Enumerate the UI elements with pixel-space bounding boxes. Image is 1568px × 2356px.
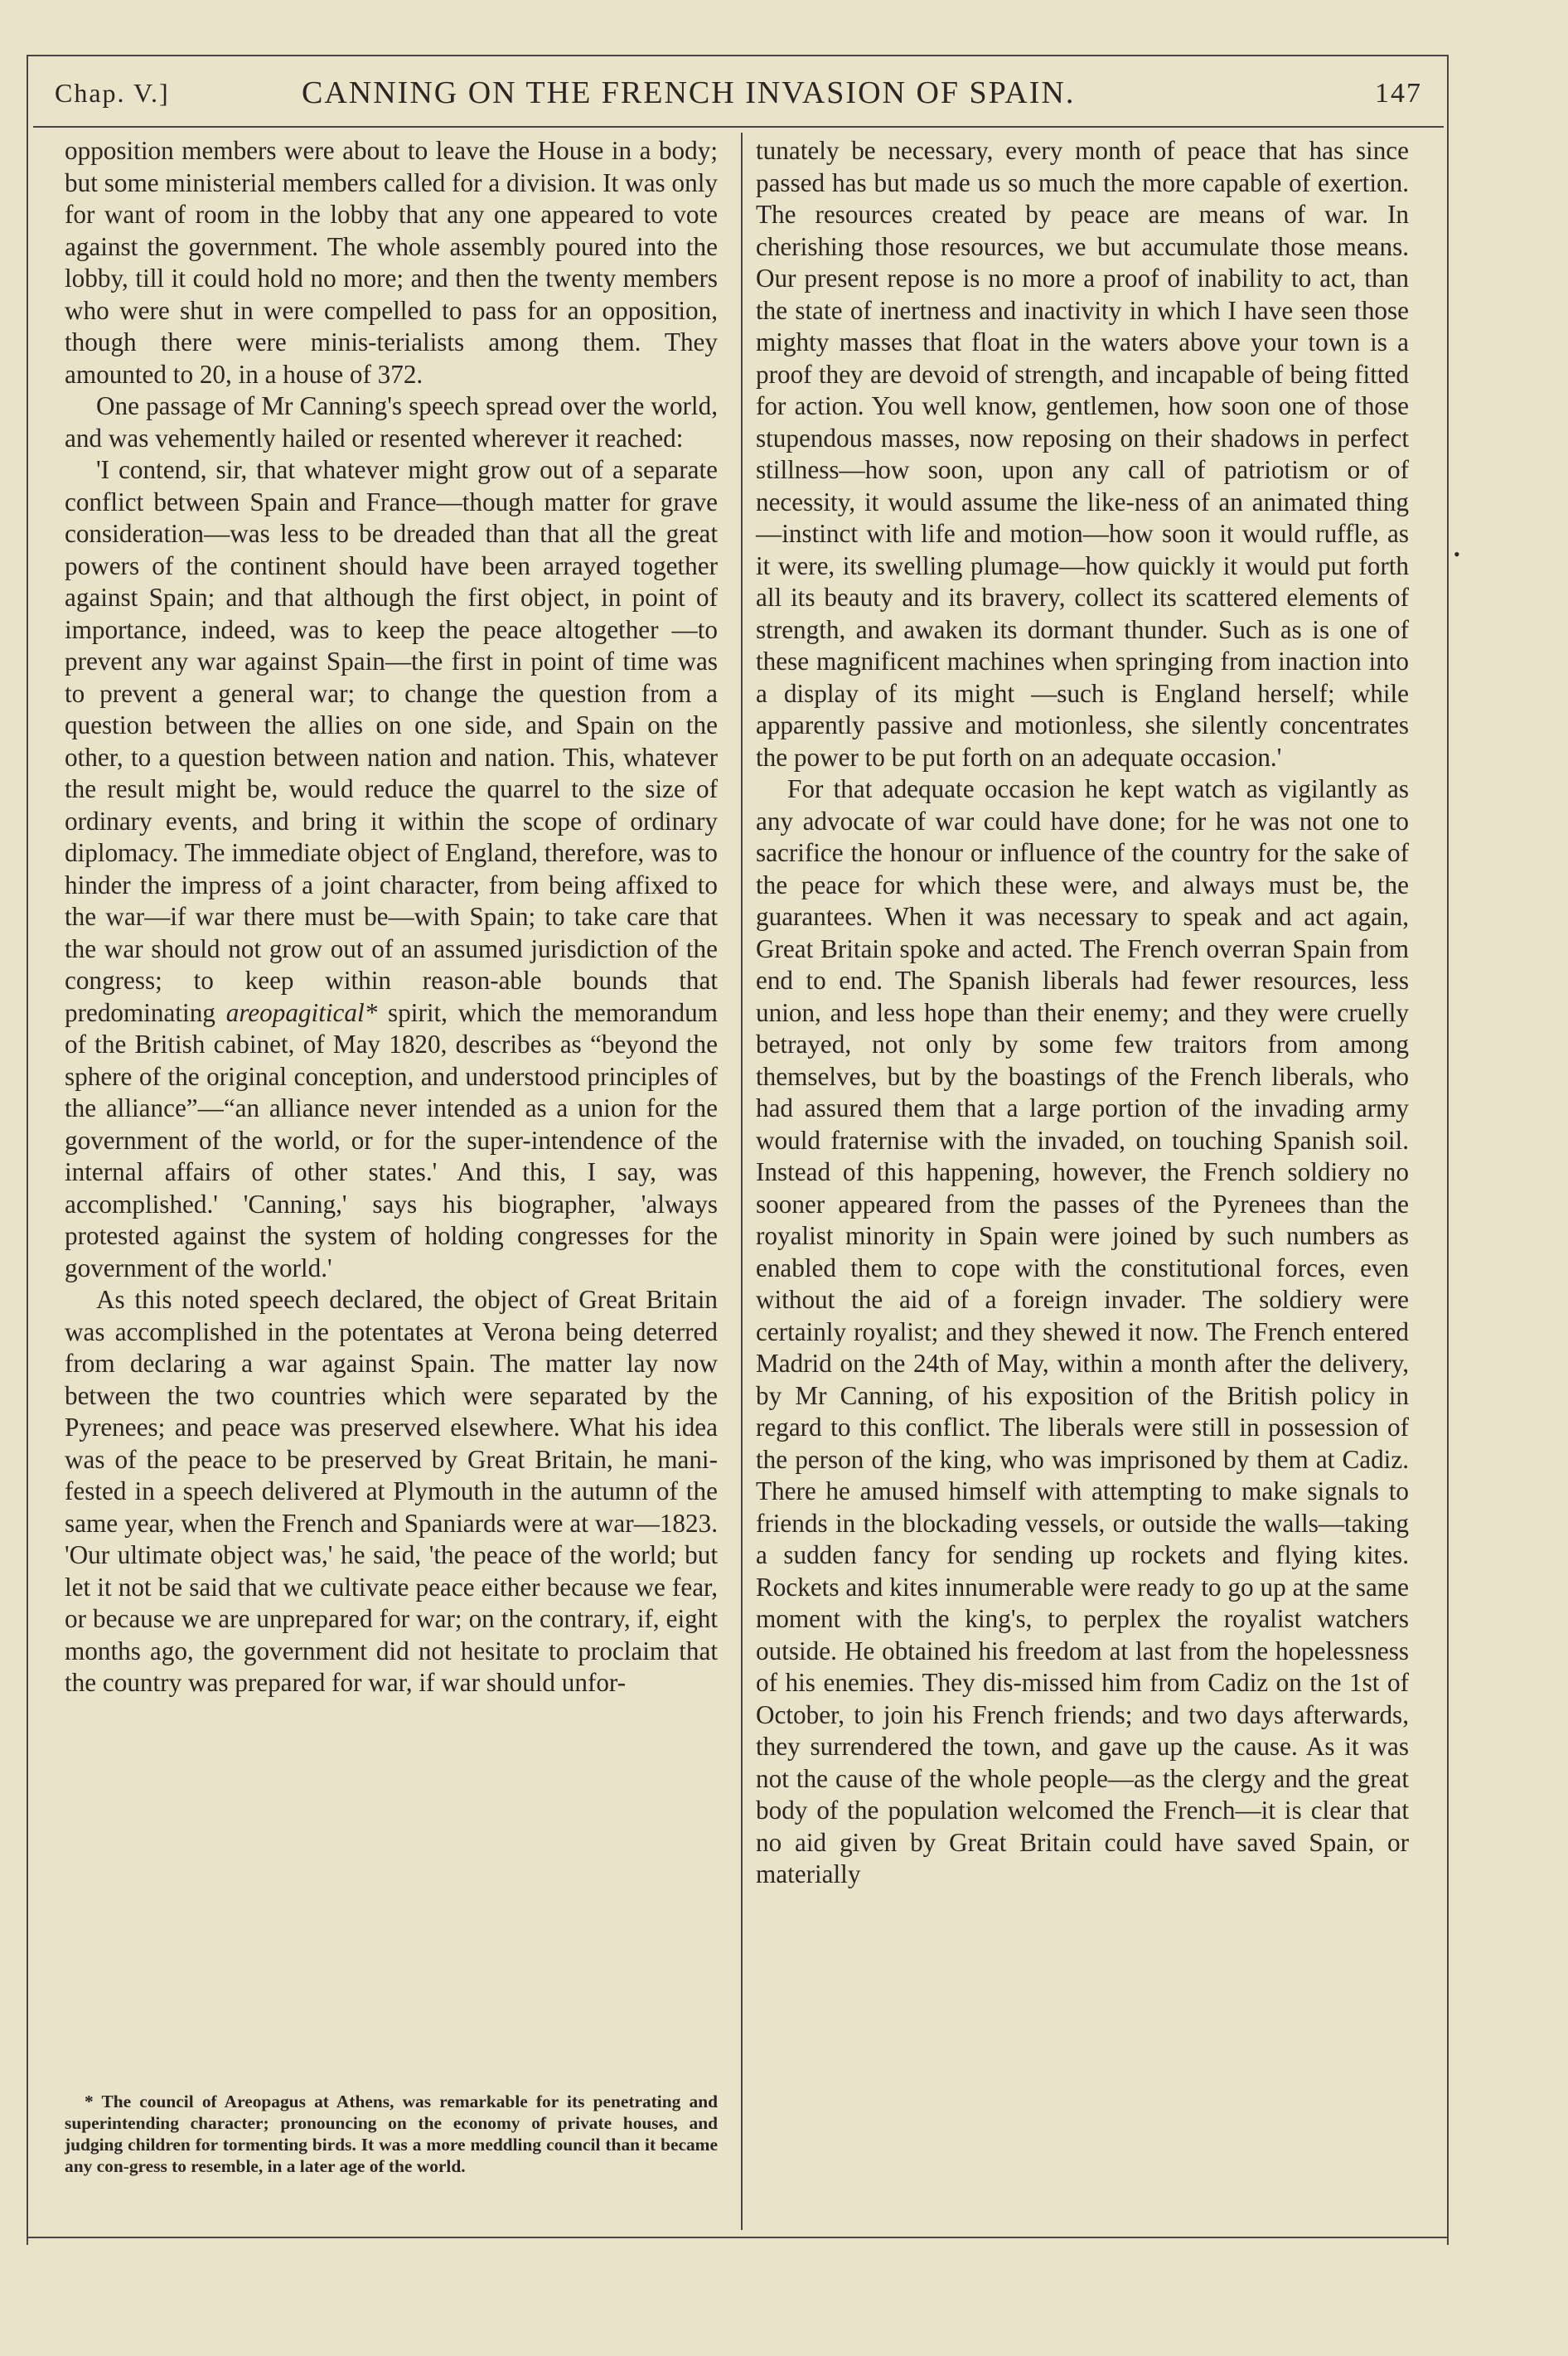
page-frame-bottom-rule <box>27 2237 1449 2238</box>
margin-mark: • <box>1454 544 1460 565</box>
paragraph-text-continued: spirit, which the memorandum of the British cabinet, of May 1820, describes as “beyond the sphere of the original conception, and understood principles of the alliance”—“an alliance never intended as a union for the government of the world, or for the super-intendence of the internal affairs of other states.' And this, I say, was accomplished.' 'Canning,' says his biographer, 'always protested against the system of holding congresses for the government of the world.' <box>65 997 719 1282</box>
paragraph: For that adequate occasion he kept watch as vigilantly as any advocate of war could have done; for he was not one to sacrifice the honour or influence of the country for the sake of the peace for which these were, and always must be, the guarantees. When it was necessary to speak and act again, Great Britain spoke and acted. The French overran Spain from end to end. The Spanish liberals had fewer resources, less union, and less hope than their enemy; and they were cruelly betrayed, not only by some few traitors from among themselves, but by the boastings of the French liberals, who had assured them that a large portion of the invading army would fraternise with the invaded, on touching Spanish soil. Instead of this happening, however, the French soldiery no sooner appeared from the passes of the Pyrenees than the royalist minority in Spain were joined by such numbers as enabled them to cope with the constitutional forces, even without the aid of a foreign invader. The soldiery were certainly royalist; and they shewed it now. The French entered Madrid on the 24th of May, within a month after the delivery, by Mr Canning, of his exposition of the British policy in regard to this conflict. The liberals were still in possession of the person of the king, who was imprisoned by them at Cadiz. There he amused himself with attempting to make signals to friends in the blockading vessels, or outside the walls—taking a sudden fancy for sending up rockets and flying kites. Rockets and kites innumerable were ready to go up at the same moment with the king's, to perplex the royalist watchers outside. He obtained his freedom at last from the hopelessness of his enemies. They dis-missed him from Cadiz on the 1st of October, to join his French friends; and two days afterwards, they surrendered the town, and gave up the cause. As it was not the cause of the whole people—as the clergy and the great body of the population welcomed the French—it is clear that no aid given by Great Britain could have saved Spain, or materially <box>756 774 1409 1888</box>
right-column <box>756 135 1409 1891</box>
paragraph: One passage of Mr Canning's speech spread over the world, and was vehemently hailed or resented wherever it reached: <box>65 391 718 453</box>
page-number: 147 <box>1375 78 1422 109</box>
running-head <box>33 66 1434 124</box>
chapter-label: Chap. V.] <box>55 78 170 108</box>
paragraph: As this noted speech declared, the object of Great Britain was accomplished in the potentates at Verona being deterred from declaring a war against Spain. The matter lay now between the two countries which were separated by the Pyrenees; and peace was preserved elsewhere. What his idea was of the peace to be preserved by Great Britain, he mani-fested in a speech delivered at Plymouth in the autumn of the same year, when the French and Spaniards were at war—1823. 'Our ultimate object was,' he said, 'the peace of the world; but let it not be said that we cultivate peace either because we fear, or because we are unprepared for war; on the contrary, if, eight months ago, the government did not hesitate to proclaim that the country was prepared for war, if war should unfor- <box>65 1285 718 1697</box>
footnote-text: * The council of Areopagus at Athens, was remarkable for its penetrating and superintending character; pronouncing on the economy of private houses, and judging children for tormenting birds. It was a more meddling council than it became any con-gress to resemble, in a later age of the world. <box>65 2092 718 2176</box>
header-rule <box>33 126 1444 128</box>
footnote-reference: areopagitical* <box>225 997 378 1027</box>
paragraph <box>65 454 718 1284</box>
paragraph-text: 'I contend, sir, that whatever might grow out of a separate conflict between Spain and France—though matter for grave consideration—was less to be dreaded than that all the great powers of the continent should have been arrayed together against Spain; and that although the first object, in point of importance, indeed, was to keep the peace altogether —to prevent any war against Spain—the first in point of time was to prevent a general war; to change the question from a question between the allies on one side, and Spain on the other, to a question between nation and nation. This, whatever the result might be, would reduce the quarrel to the size of ordinary events, and bring it within the scope of ordinary diplomacy. The immediate object of England, therefore, was to hinder the impress of a joint character, from being affixed to the war—if war there must be—with Spain; to take care that the war should not grow out of an assumed jurisdiction of the congress; to keep within reason-able bounds that predominating <box>65 455 718 1027</box>
column-divider <box>741 133 743 2230</box>
footnote <box>65 2091 718 2177</box>
left-column <box>65 135 718 1699</box>
paragraph: tunately be necessary, every month of peace that has since passed has but made us so much the more capable of exertion. The resources created by peace are means of war. In cherishing those resources, we but accumulate those means. Our present repose is no more a proof of inability to act, than the state of inertness and inactivity in which I have seen those mighty masses that float in the waters above your town is a proof they are devoid of strength, and incapable of being fitted for action. You well know, gentlemen, how soon one of those stupendous masses, now reposing on their shadows in perfect stillness—how soon, upon any call of patriotism or of necessity, it would assume the like-ness of an animated thing—instinct with life and motion—how soon it would ruffle, as it were, its swelling plumage—how quickly it would put forth all its beauty and its bravery, collect its scattered elements of strength, and awaken its dormant thunder. Such as is one of these magnificent machines when springing from inaction into a display of its might —such is England herself; while apparently passive and motionless, she silently concentrates the power to be put forth on an adequate occasion.' <box>756 136 1409 772</box>
page-title: CANNING ON THE FRENCH INVASION OF SPAIN. <box>302 75 1076 110</box>
paragraph: opposition members were about to leave the House in a body; but some ministerial members called for a division. It was only for want of room in the lobby that any one appeared to vote against the government. The whole assembly poured into the lobby, till it could hold no more; and then the twenty members who were shut in were compelled to pass for an opposition, though there were minis-terialists among them. They amounted to 20, in a house of 372. <box>65 136 718 389</box>
